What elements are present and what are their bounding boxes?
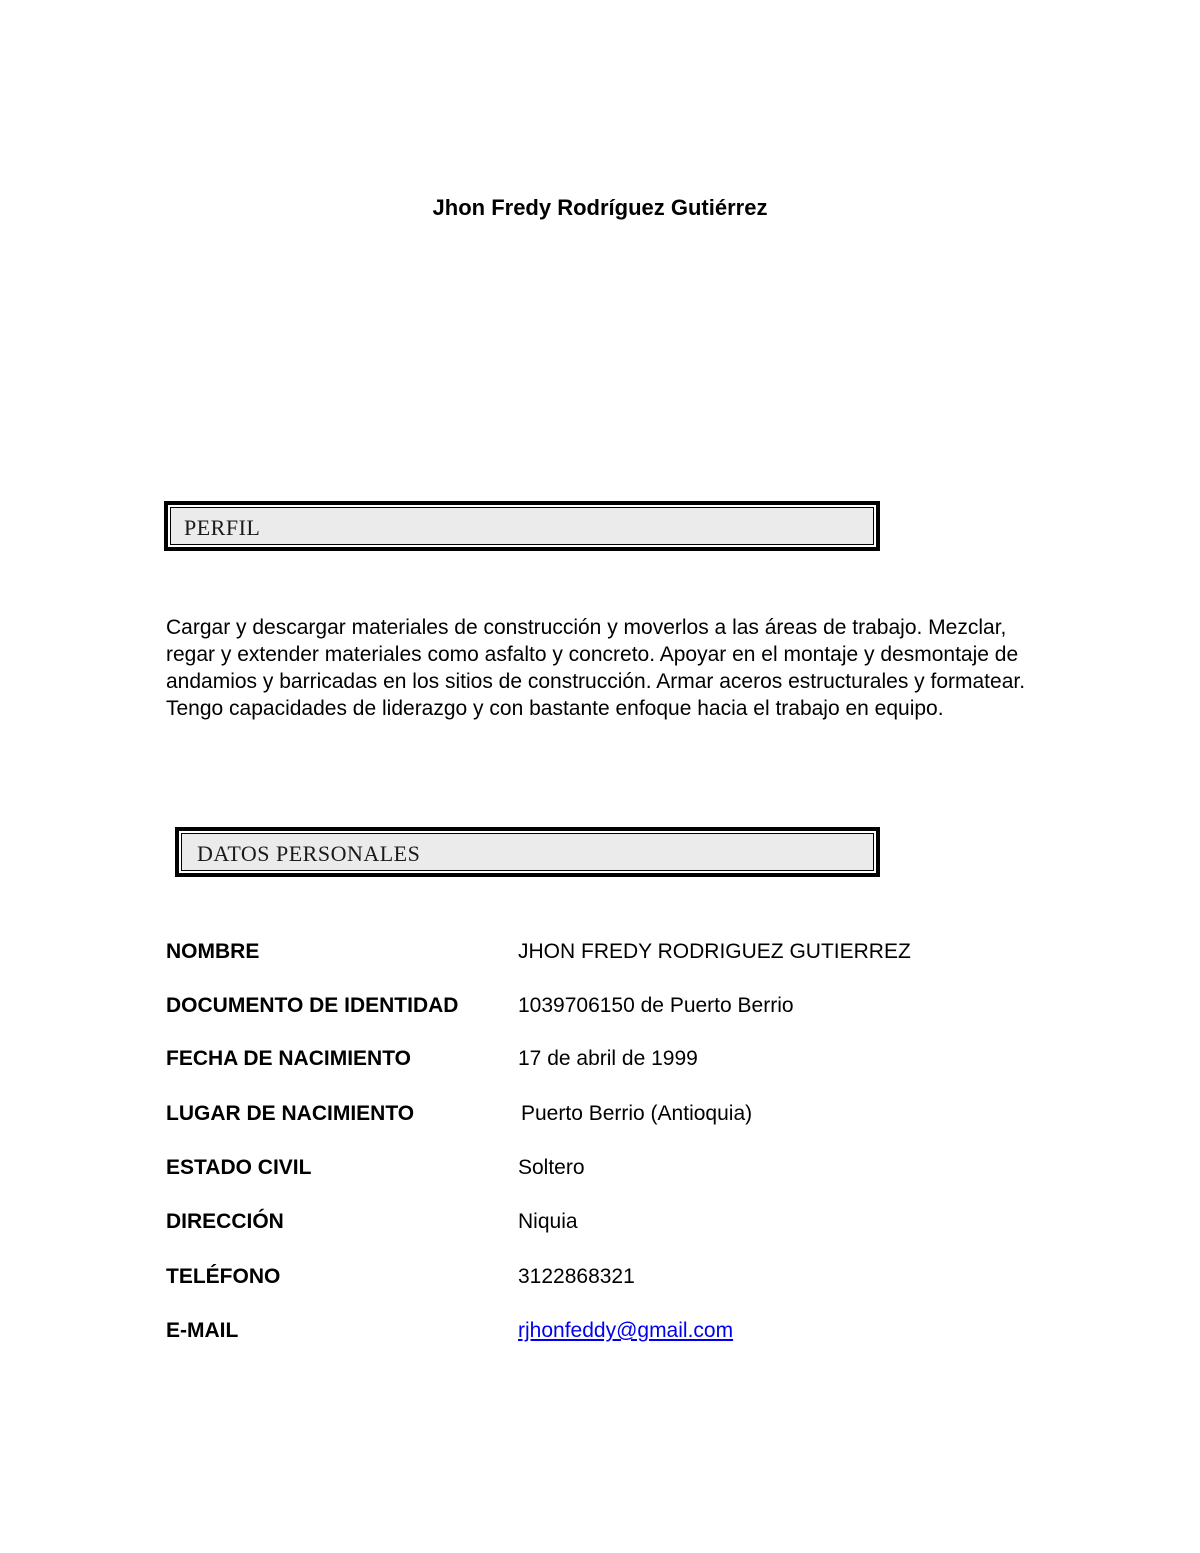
- info-label: DOCUMENTO DE IDENTIDAD: [166, 994, 459, 1017]
- info-row-lugar-nacimiento: [166, 1099, 1066, 1129]
- perfil-heading: PERFIL: [184, 515, 261, 540]
- info-label: FECHA DE NACIMIENTO: [166, 1047, 412, 1070]
- info-label: ESTADO CIVIL: [166, 1156, 312, 1179]
- info-row-nombre: [166, 937, 1066, 967]
- email-link[interactable]: rjhonfeddy@gmail.com: [518, 1319, 734, 1342]
- info-row-estado-civil: [166, 1153, 1066, 1183]
- info-value: Soltero: [518, 1156, 585, 1179]
- info-value: 17 de abril de 1999: [518, 1047, 698, 1070]
- datos-personales-section-header: [175, 827, 880, 877]
- perfil-section-header: [164, 501, 880, 551]
- info-row-documento: [166, 991, 1066, 1021]
- info-label: DIRECCIÓN: [166, 1210, 284, 1233]
- info-value: 3122868321: [518, 1265, 635, 1288]
- info-row-email: [166, 1316, 1066, 1346]
- info-value: JHON FREDY RODRIGUEZ GUTIERREZ: [518, 940, 911, 963]
- info-label: LUGAR DE NACIMIENTO: [166, 1102, 415, 1125]
- info-value: 1039706150 de Puerto Berrio: [518, 994, 794, 1017]
- info-row-direccion: [166, 1207, 1066, 1237]
- info-row-fecha-nacimiento: [166, 1044, 1066, 1074]
- info-value: Niquia: [518, 1210, 578, 1233]
- info-label: TELÉFONO: [166, 1265, 281, 1288]
- page-title: Jhon Fredy Rodríguez Gutiérrez: [432, 195, 768, 220]
- info-value: Puerto Berrio (Antioquia): [521, 1102, 753, 1125]
- info-label: E-MAIL: [166, 1319, 239, 1342]
- profile-summary: Cargar y descargar materiales de construcción y moverlos a las áreas de trabajo. Mezclar, regar y extender materiales como asfalto y concreto. Apoyar en el montaje y desmontaje de andamios y barricadas en los sitios de construcción. Armar aceros estructurales y formatear. Tengo capacidades de liderazgo y con bastante enfoque hacia el trabajo en equipo.: [166, 616, 1026, 720]
- info-label: NOMBRE: [166, 940, 260, 963]
- datos-personales-heading: DATOS PERSONALES: [197, 841, 421, 866]
- info-row-telefono: [166, 1262, 1066, 1292]
